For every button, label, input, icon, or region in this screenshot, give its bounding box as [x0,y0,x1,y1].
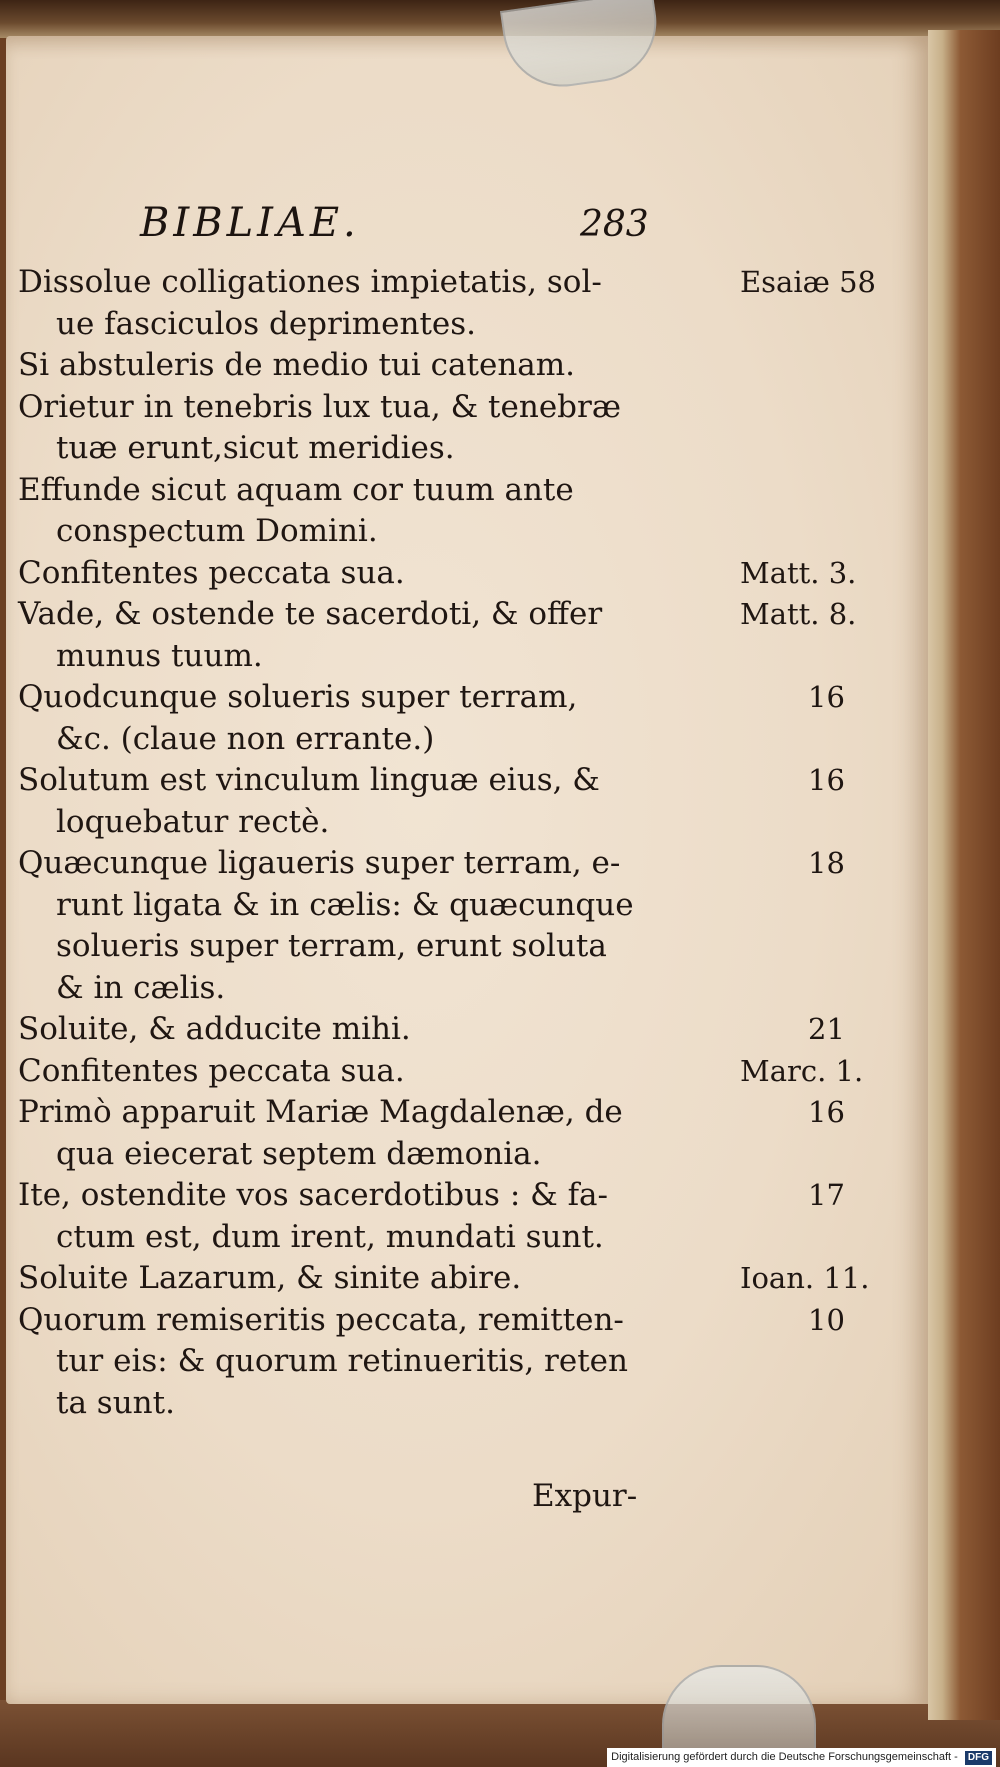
margin-reference: Matt. 3. [740,555,857,590]
text-line [18,1051,758,1093]
dfg-logo: DFG [965,1751,992,1765]
margin-reference: 16 [808,763,845,797]
text-line-content: runt ligata & in cælis: & quæcunque [56,886,634,923]
text-line-content: solueris super terram, erunt soluta [56,928,607,964]
text-line-content: Soluite Lazarum, & sinite abire. [18,1260,522,1296]
text-line-content: Dissolue colligationes impietatis, sol- [18,264,602,300]
text-line [18,1175,758,1217]
text-line-content: Soluite, & adducite mihi. [18,1011,411,1047]
text-line [18,387,758,429]
text-line [18,511,758,553]
text-line-content: Quorum remiseritis peccata, remitten- [18,1301,624,1338]
catchword: Expur- [532,1478,638,1514]
text-line [18,345,758,387]
text-line-content: munus tuum. [56,637,263,674]
page-header [140,200,700,250]
text-line-content: ta sunt. [56,1384,175,1421]
text-line [18,594,758,636]
margin-reference: 17 [808,1178,845,1212]
text-line [18,304,758,346]
text-line [18,968,758,1010]
text-line-content: Si abstuleris de medio tui catenam. [18,347,576,383]
text-line-content: tur eis: & quorum retinueritis, reten [56,1343,628,1379]
margin-reference: 21 [808,1012,845,1046]
footer-text: Digitalisierung gefördert durch die Deutsche Forschungsgemeinschaft - [611,1751,958,1763]
text-line [18,719,758,761]
text-line-content: ctum est, dum irent, mundati sunt. [56,1218,604,1255]
margin-reference: Esaiæ 58 [740,265,876,299]
margin-reference: Ioan. 11. [740,1261,870,1295]
margin-reference: 18 [808,846,845,880]
text-line-content: Confitentes peccata sua. [18,1052,405,1089]
text-line-content: &c. (claue non errante.) [56,720,435,757]
running-head: BIBLIAE. [140,200,360,246]
main-text [18,262,758,1424]
text-line [18,1383,758,1425]
digitization-footer [607,1748,996,1767]
text-line [18,760,758,802]
text-line [18,1341,758,1383]
text-line-content: & in cælis. [56,969,226,1006]
text-line [18,1009,758,1051]
text-line-content: conspectum Domini. [56,513,378,549]
margin-reference: 16 [808,1095,845,1129]
text-line-content: qua eiecerat septem dæmonia. [56,1135,542,1172]
text-line-content: Primò apparuit Mariæ Magdalenæ, de [18,1094,623,1130]
text-line [18,553,758,595]
text-line [18,1134,758,1176]
text-line-content: loquebatur rectè. [56,803,330,840]
text-line-content: Effunde sicut aquam cor tuum ante [18,471,574,508]
text-line [18,885,758,927]
page-number: 283 [580,204,649,245]
text-line [18,636,758,678]
text-line-content: Quæcunque ligaueris super terram, e- [18,845,621,881]
cover-top-edge [0,0,1000,38]
text-line-content: Ite, ostendite vos sacerdotibus : & fa- [18,1177,608,1213]
text-line-content: Solutum est vinculum linguæ eius, & [18,762,600,798]
text-line-content: Quodcunque solueris super terram, [18,679,578,715]
margin-reference: 10 [808,1302,845,1337]
text-line [18,470,758,512]
bottom-page-clip [662,1665,816,1759]
text-line-content: tuæ erunt,sicut meridies. [56,430,455,466]
margin-reference: Marc. 1. [740,1053,864,1088]
margin-reference: 16 [808,680,845,714]
text-line [18,1300,758,1342]
text-line-content: Vade, & ostende te sacerdoti, & offer [18,596,603,632]
text-line [18,677,758,719]
text-line [18,1092,758,1134]
text-line-content: ue fasciculos deprimentes. [56,305,477,342]
text-line [18,428,758,470]
margin-reference: Matt. 8. [740,597,857,631]
text-line [18,262,758,304]
text-line-content: Orietur in tenebris lux tua, & tenebræ [18,388,621,425]
text-line [18,1217,758,1259]
text-line-content: Confitentes peccata sua. [18,554,405,591]
text-line [18,926,758,968]
text-line [18,1258,758,1300]
text-line [18,843,758,885]
text-line [18,802,758,844]
